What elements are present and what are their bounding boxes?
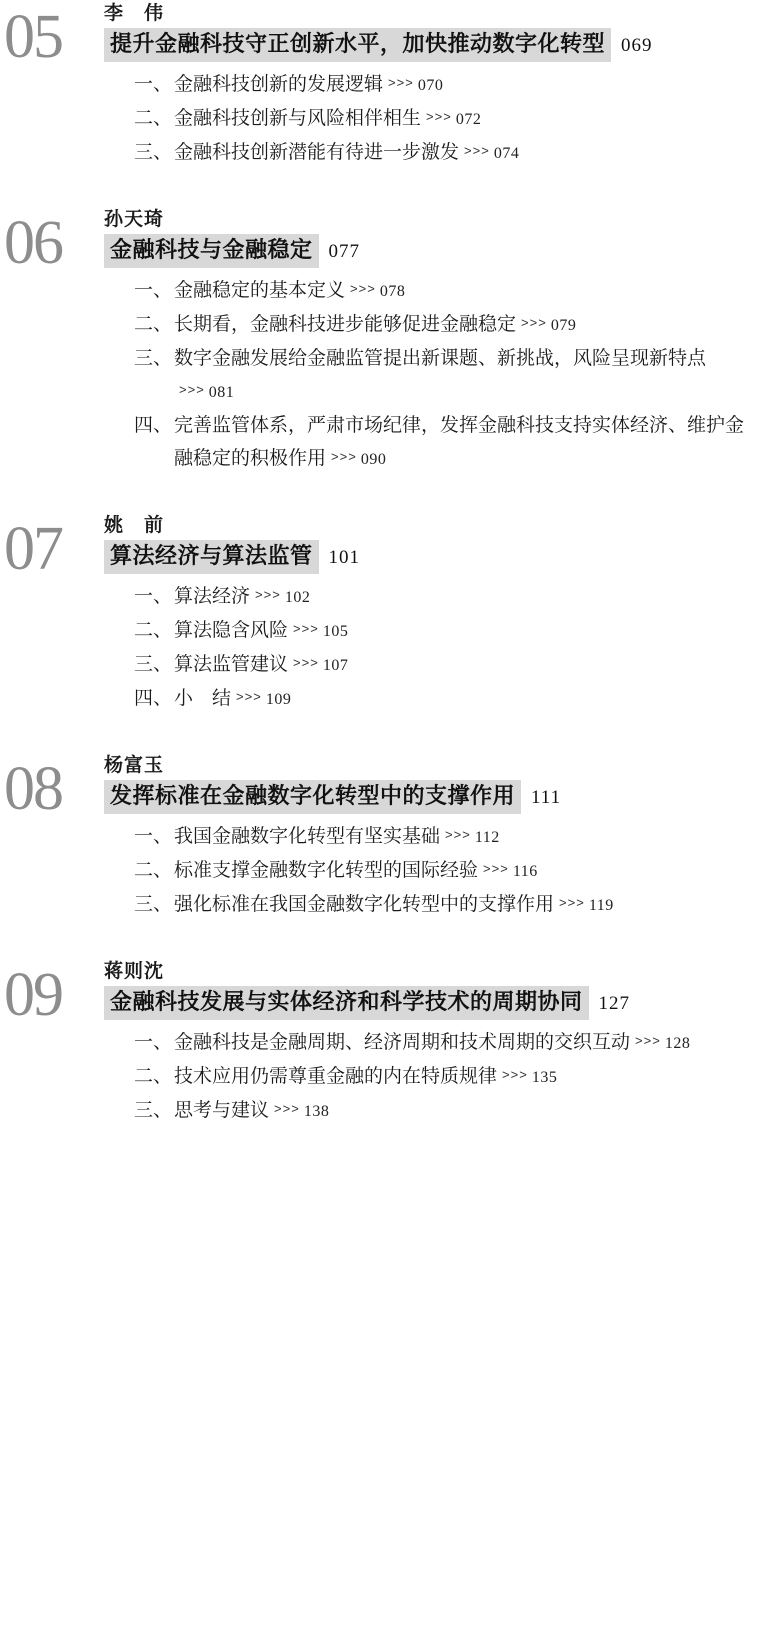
section-item[interactable]	[134, 308, 758, 342]
section-label: 一、	[134, 73, 173, 95]
entry-number: 06	[4, 209, 62, 277]
section-page-number: 102	[284, 589, 311, 606]
toc-entry[interactable]	[0, 752, 758, 922]
section-title: 技术应用仍需尊重金融的内在特质规律	[174, 1065, 498, 1087]
section-page-number: 116	[512, 863, 538, 880]
entry-page-number: 111	[531, 787, 562, 808]
section-title: 思考与建议	[174, 1099, 270, 1121]
entry-title-row	[104, 540, 758, 574]
entry-page-number: 127	[598, 993, 631, 1014]
section-label: 一、	[134, 1031, 173, 1053]
section-label: 四、	[134, 414, 173, 436]
toc-entry[interactable]	[0, 958, 758, 1128]
section-label: 三、	[134, 1099, 173, 1121]
section-title: 金融科技是金融周期、经济周期和技术周期的交织互动	[174, 1031, 631, 1053]
section-label: 四、	[134, 687, 173, 709]
section-body	[174, 68, 758, 102]
section-body	[174, 274, 758, 308]
entry-title-row	[104, 234, 758, 268]
section-title: 我国金融数字化转型有坚实基础	[174, 825, 441, 847]
section-page-number: 128	[664, 1035, 691, 1052]
section-item[interactable]	[134, 854, 758, 888]
entry-title[interactable]: 发挥标准在金融数字化转型中的支撑作用	[104, 780, 521, 814]
section-label: 三、	[134, 347, 173, 369]
entry-author: 孙天琦	[104, 208, 165, 230]
section-label: 三、	[134, 893, 173, 915]
section-title: 金融科技创新的发展逻辑	[174, 73, 384, 95]
entry-sections	[104, 274, 758, 476]
entry-author: 姚 前	[104, 514, 165, 536]
section-title: 算法隐含风险	[174, 619, 289, 641]
section-title: 金融科技创新与风险相伴相生	[174, 107, 422, 129]
section-body	[174, 1026, 758, 1060]
section-body	[174, 648, 758, 682]
section-page-number: 109	[265, 691, 292, 708]
section-item[interactable]	[134, 820, 758, 854]
section-body	[174, 102, 758, 136]
section-title: 金融科技创新潜能有待进一步激发	[174, 141, 460, 163]
leader-dots: >>>	[426, 109, 452, 124]
section-body	[174, 854, 758, 888]
leader-dots: >>>	[559, 895, 585, 910]
leader-dots: >>>	[331, 449, 357, 464]
section-page-number: 072	[455, 111, 482, 128]
entry-sections	[104, 68, 758, 170]
section-body	[174, 682, 758, 716]
section-body	[174, 580, 758, 614]
entry-spacer	[0, 176, 758, 206]
leader-dots: >>>	[388, 75, 414, 90]
leader-dots: >>>	[179, 382, 205, 397]
section-body	[174, 1094, 758, 1128]
section-body	[174, 342, 758, 409]
section-page-number: 105	[322, 623, 349, 640]
entry-number: 07	[4, 515, 62, 583]
section-item[interactable]	[134, 648, 758, 682]
section-page-number: 090	[360, 451, 387, 468]
leader-dots: >>>	[293, 621, 319, 636]
entry-spacer	[0, 1134, 758, 1164]
section-title: 数字金融发展给金融监管提出新课题、新挑战，风险呈现新特点	[174, 347, 707, 369]
entry-number: 05	[4, 3, 62, 71]
entry-spacer	[0, 482, 758, 512]
section-item[interactable]	[134, 888, 758, 922]
entry-number: 08	[4, 755, 62, 823]
section-body	[174, 820, 758, 854]
section-item[interactable]	[134, 614, 758, 648]
section-title: 强化标准在我国金融数字化转型中的支撑作用	[174, 893, 555, 915]
entry-author: 李 伟	[104, 2, 165, 24]
section-label: 二、	[134, 859, 173, 881]
section-title: 标准支撑金融数字化转型的国际经验	[174, 859, 479, 881]
section-item[interactable]	[134, 1060, 758, 1094]
toc-entry[interactable]	[0, 206, 758, 476]
section-item[interactable]	[134, 68, 758, 102]
entry-spacer	[0, 928, 758, 958]
section-page-number: 081	[208, 384, 235, 401]
leader-dots: >>>	[274, 1101, 300, 1116]
entry-number: 09	[4, 961, 62, 1029]
leader-dots: >>>	[483, 861, 509, 876]
entry-sections	[104, 1026, 758, 1128]
entry-title[interactable]: 金融科技发展与实体经济和科学技术的周期协同	[104, 986, 589, 1020]
section-item[interactable]	[134, 342, 758, 409]
section-page-number: 074	[493, 145, 520, 162]
section-page-number: 112	[474, 829, 500, 846]
section-title: 算法经济	[174, 585, 251, 607]
section-item[interactable]	[134, 682, 758, 716]
entry-page-number: 101	[328, 547, 361, 568]
entry-title[interactable]: 金融科技与金融稳定	[104, 234, 319, 268]
section-page-number: 107	[322, 657, 349, 674]
entry-author: 杨富玉	[104, 754, 165, 776]
section-item[interactable]	[134, 136, 758, 170]
entry-sections	[104, 580, 758, 716]
toc-entry[interactable]	[0, 512, 758, 716]
section-page-number: 070	[417, 77, 444, 94]
section-page-number: 079	[550, 317, 577, 334]
entry-title-row	[104, 986, 758, 1020]
section-title: 长期看，金融科技进步能够促进金融稳定	[174, 313, 517, 335]
entry-title-row	[104, 28, 758, 62]
section-item[interactable]	[134, 1094, 758, 1128]
section-label: 三、	[134, 653, 173, 675]
leader-dots: >>>	[464, 143, 490, 158]
leader-dots: >>>	[521, 315, 547, 330]
leader-dots: >>>	[255, 587, 281, 602]
section-label: 二、	[134, 619, 173, 641]
section-item[interactable]	[134, 409, 758, 476]
section-page-number: 078	[379, 283, 406, 300]
section-label: 三、	[134, 141, 173, 163]
section-label: 一、	[134, 585, 173, 607]
leader-dots: >>>	[635, 1033, 661, 1048]
section-body	[174, 308, 758, 342]
section-item[interactable]	[134, 580, 758, 614]
section-page-number: 119	[588, 897, 614, 914]
entry-page-number: 069	[621, 35, 653, 56]
section-body	[174, 614, 758, 648]
section-title: 金融稳定的基本定义	[174, 279, 346, 301]
section-body	[174, 136, 758, 170]
section-item[interactable]	[134, 102, 758, 136]
section-label: 一、	[134, 825, 173, 847]
entry-spacer	[0, 722, 758, 752]
entry-title[interactable]: 提升金融科技守正创新水平，加快推动数字化转型	[104, 28, 611, 62]
section-body	[174, 888, 758, 922]
section-body	[174, 1060, 758, 1094]
toc-entry[interactable]	[0, 0, 758, 170]
section-title: 算法监管建议	[174, 653, 289, 675]
leader-dots: >>>	[236, 689, 262, 704]
section-page-number: 135	[531, 1069, 558, 1086]
section-title: 小 结	[174, 687, 232, 709]
entry-author: 蒋则沈	[104, 960, 165, 982]
section-item[interactable]	[134, 274, 758, 308]
leader-dots: >>>	[293, 655, 319, 670]
leader-dots: >>>	[502, 1067, 528, 1082]
section-body	[174, 409, 758, 476]
entry-title-row	[104, 780, 758, 814]
section-item[interactable]	[134, 1026, 758, 1060]
entry-title[interactable]: 算法经济与算法监管	[104, 540, 319, 574]
section-label: 二、	[134, 1065, 173, 1087]
section-label: 一、	[134, 279, 173, 301]
section-label: 二、	[134, 313, 173, 335]
entry-sections	[104, 820, 758, 922]
leader-dots: >>>	[445, 827, 471, 842]
entry-page-number: 077	[328, 241, 361, 262]
section-label: 二、	[134, 107, 173, 129]
section-page-number: 138	[303, 1103, 330, 1120]
leader-dots: >>>	[350, 281, 376, 296]
section-title: 完善监管体系，严肃市场纪律，发挥金融科技支持实体经济、维护金融稳定的积极作用	[174, 414, 745, 469]
